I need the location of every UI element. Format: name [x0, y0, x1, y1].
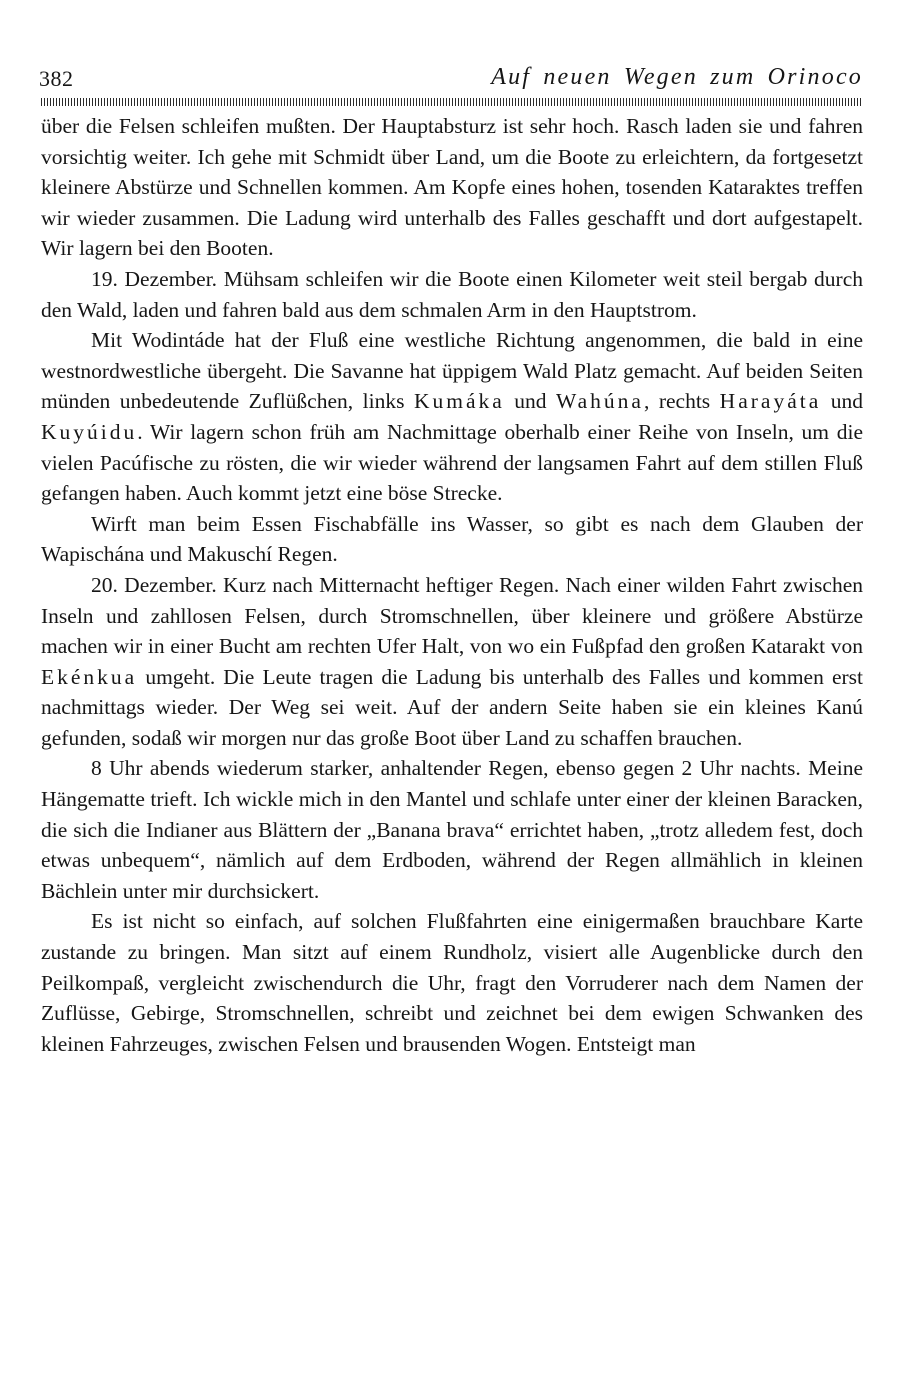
spaced-place-name: Harayáta [719, 389, 822, 414]
text-segment: Es ist nicht so einfach, auf solchen Flußfahrten eine einigermaßen brauchbare Karte zustande zu bringen. Man sitzt auf einem Rundholz, visiert alle Augenblicke durch den Peilkompaß, vergleicht zwischendurch die Uhr, fragt den Vorruderer nach dem Namen der Zuflüsse, Gebirge, Stromschnellen, schreibt und zeichnet bei dem ewigen Schwanken des kleinen Fahrzeuges, zwischen Felsen und brausenden Wogen. Entsteigt man [41, 909, 863, 1056]
paragraph [41, 570, 863, 754]
paragraph [41, 325, 863, 509]
running-title: Auf neuen Wegen zum Orinoco [491, 64, 863, 90]
text-segment: 8 Uhr abends wiederum starker, anhaltender Regen, ebenso gegen 2 Uhr nachts. Meine Hängematte trieft. Ich wickle mich in den Mantel und schlafe unter einer der kleinen Baracken, die sich die Indianer aus Blättern der „Banana brava“ errichtet haben, „trotz alledem fest, doch etwas unbequem“, nämlich auf dem Erdboden, während der Regen allmählich in kleinen Bächlein unter mir durchsickert. [41, 756, 863, 903]
text-segment: und [504, 389, 557, 414]
spaced-place-name: Kuyúidu [41, 419, 138, 444]
text-segment: umgeht. Die Leute tragen die Ladung bis unterhalb des Falles und kommen erst nachmittags wieder. Der Weg sei weit. Auf der andern Seite haben sie ein kleines Kanú gefunden, sodaß wir morgen nur das große Boot über Land zu schaffen brauchen. [41, 664, 863, 750]
spaced-place-name: Wahúna [556, 389, 644, 414]
text-segment: Wirft man beim Essen Fischabfälle ins Wasser, so gibt es nach dem Glauben der Wapischána und Makuschí Regen. [41, 511, 863, 567]
book-page [41, 62, 863, 1059]
text-segment: . Wir lagern schon früh am Nachmittage oberhalb einer Reihe von Inseln, um die vielen Pacúfische zu rösten, die wir wieder während der langsamen Fahrt auf dem stillen Fluß gefangen haben. Auch kommt jetzt eine böse Strecke. [41, 419, 863, 506]
text-segment: , rechts [643, 389, 720, 414]
body-text [41, 111, 863, 1059]
page-header [41, 62, 863, 96]
spaced-place-name: Ekénkua [41, 664, 138, 689]
text-segment: über die Felsen schleifen mußten. Der Hauptabsturz ist sehr hoch. Rasch laden sie und fahren vorsichtig weiter. Ich gehe mit Schmidt über Land, um die Boote zu erleichtern, da fortgesetzt kleinere Abstürze und Schnellen kommen. Am Kopfe eines hohen, tosenden Kataraktes treffen wir wieder zusammen. Die Ladung wird unterhalb des Falles geschafft und dort aufgestapelt. Wir lagern bei den Booten. [41, 114, 863, 261]
text-segment: und [821, 389, 864, 414]
text-segment: 20. Dezember. Kurz nach Mitternacht heftiger Regen. Nach einer wilden Fahrt zwischen Inseln und zahllosen Felsen, durch Stromschnellen, über kleinere und größere Abstürze machen wir in einer Bucht am rechten Ufer Halt, von wo ein Fußpfad den großen Katarakt von [41, 572, 863, 659]
page-number: 382 [39, 66, 74, 91]
paragraph [41, 264, 863, 325]
paragraph [41, 906, 863, 1059]
spaced-place-name: Kumáka [413, 389, 505, 414]
paragraph [41, 111, 863, 264]
header-rule [41, 98, 863, 106]
text-segment: Mit Wodintáde hat der Fluß eine westliche Richtung angenommen, die bald in eine westnordwestliche übergeht. Die Savanne hat üppigem Wald Platz gemacht. Auf beiden Seiten münden unbedeutende Zuflüßchen, links [41, 328, 863, 414]
paragraph [41, 753, 863, 906]
text-segment: 19. Dezember. Mühsam schleifen wir die Boote einen Kilometer weit steil bergab durch den Wald, laden und fahren bald aus dem schmalen Arm in den Hauptstrom. [41, 266, 863, 322]
paragraph [41, 509, 863, 570]
